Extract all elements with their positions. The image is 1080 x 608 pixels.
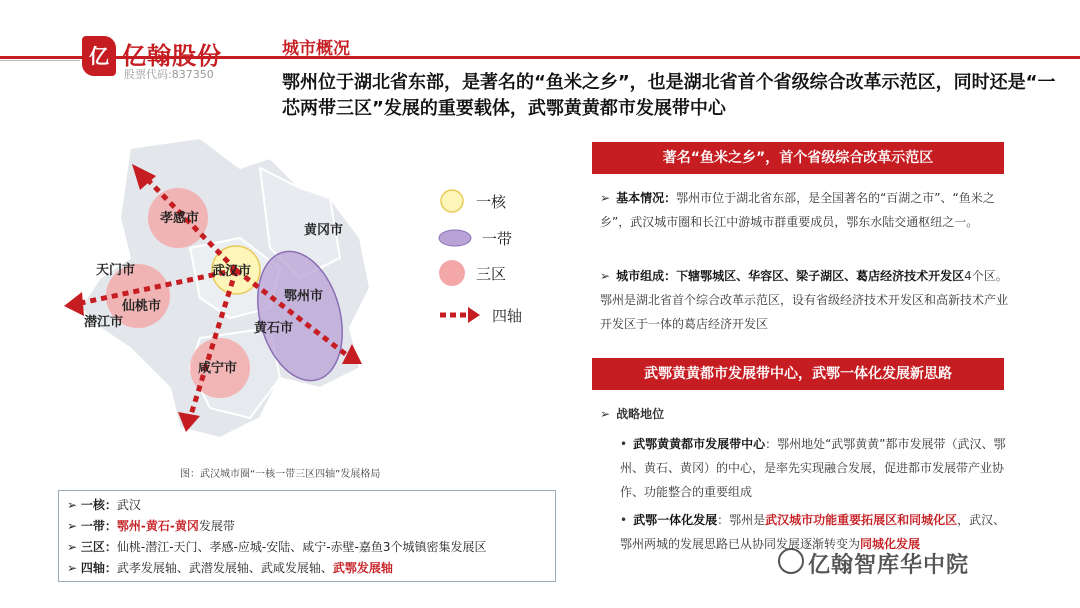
panel1-basic-text: 鄂州市位于湖北省东部，是全国著名的“百湖之市”、“鱼米之乡”，武汉城市圈和长江中游城市群重要成员，鄂东水陆交通枢纽之一。	[600, 191, 995, 229]
legend-zone	[438, 260, 506, 286]
summary-line-zone: ➢ 三区：仙桃-潜江-天门、孝感-应城-安陆、咸宁-赤壁-嘉鱼3个城镇密集发展区	[67, 540, 487, 554]
panel2-bullet-center	[620, 432, 1006, 504]
map-caption: 图：武汉城市圈“一核一带三区四轴”发展格局	[180, 469, 381, 480]
legend-axis	[438, 302, 522, 328]
panel1-comp-text: 4个区。鄂州是湖北省首个综合改革示范区，设有省级经济技术开发区和高新技术产业开发区于一体的葛店经济开发区	[600, 269, 1009, 331]
section-title: 城市概况	[282, 39, 350, 59]
legend-belt-label: 一带	[482, 229, 513, 248]
legend-belt	[438, 225, 512, 251]
panel2-integ-highlight2: 同城化发展	[860, 537, 921, 551]
zone-swatch-icon	[438, 259, 466, 287]
panel2-integ-highlight1: 武汉城市功能重要拓展区和同城化区	[765, 513, 958, 527]
summary-zone-text: 仙桃-潜江-天门、孝感-应城-安陆、咸宁-赤壁-嘉鱼3个城镇密集发展区	[116, 540, 487, 554]
bullet-arrow-icon: ➢	[600, 191, 611, 205]
panel2-integ-label: 武鄂一体化发展	[633, 513, 718, 527]
summary-line-axis: ➢ 四轴：武孝发展轴、武潜发展轴、武咸发展轴、武鄂发展轴	[67, 561, 393, 575]
summary-axis-text: 武孝发展轴、武潜发展轴、武咸发展轴、	[116, 561, 333, 575]
panel2-integ-text1: ：鄂州是	[717, 513, 766, 527]
headline: 鄂州位于湖北省东部，是著名的“鱼米之乡”，也是湖北省首个省级综合改革示范区，同时还是“一芯两带三区”发展的重要载体，武鄂黄黄都市发展带中心	[282, 72, 1056, 119]
panel1-composition	[600, 264, 1010, 336]
wechat-icon	[778, 548, 804, 574]
brand-logo-icon: 亿	[82, 36, 116, 76]
watermark: 亿翰智库华中院	[808, 553, 970, 578]
axis-swatch-icon	[438, 305, 482, 325]
bullet-arrow-icon: ➢	[600, 407, 611, 421]
bullet-dot-icon: •	[620, 513, 628, 527]
label-xianning: 咸宁市	[198, 361, 238, 376]
summary-axis-highlight: 武鄂发展轴	[332, 561, 393, 575]
brand-name: 亿翰股份	[122, 42, 222, 70]
summary-axis-label: 四轴：	[80, 561, 117, 575]
label-wuhan: 武汉市	[212, 264, 252, 279]
panel1-basic-label: 基本情况：	[616, 191, 677, 205]
summary-zone-label: 三区：	[80, 540, 117, 554]
summary-line-core: ➢ 一核：武汉	[67, 498, 141, 512]
legend-core	[438, 188, 506, 214]
panel1-comp-bold: 下辖鄂城区、华容区、梁子湖区、葛店经济技术开发区	[676, 269, 965, 283]
header-grey-line	[0, 60, 80, 61]
panel2-center-text: ：鄂州地处“武鄂黄黄”都市发展带（武汉、鄂州、黄石、黄冈）的中心，是率先实现融合发展，促进都市发展带产业协作、功能整合的重要组成	[620, 437, 1006, 499]
panel2-title-bar: 武鄂黄黄都市发展带中心，武鄂一体化发展新思路	[592, 358, 1004, 390]
map-svg	[60, 128, 400, 458]
label-ezhou: 鄂州市	[284, 289, 324, 304]
label-xiaogan: 孝感市	[160, 211, 200, 226]
axis-arrow-west	[64, 292, 84, 316]
legend-axis-label: 四轴	[492, 306, 523, 325]
panel1-comp-label: 城市组成：	[616, 269, 677, 283]
summary-line-belt: ➢ 一带：鄂州-黄石-黄冈发展带	[67, 519, 235, 533]
summary-core-text: 武汉	[116, 498, 141, 512]
label-huangshi: 黄石市	[254, 321, 294, 336]
summary-belt-label: 一带：	[80, 519, 117, 533]
stock-code: 股票代码:837350	[124, 68, 214, 81]
panel1-basic-info	[600, 186, 1010, 234]
panel2-heading-text: 战略地位	[616, 407, 665, 421]
panel2-heading	[600, 402, 1010, 426]
label-qianjiang: 潜江市	[84, 315, 124, 330]
bullet-arrow-icon: ➢	[600, 269, 611, 283]
city-circle-map	[60, 128, 400, 458]
panel2-integ-text2: ，武汉、鄂州两城的发展思路已从协同发展逐渐转变为	[620, 513, 1006, 551]
summary-box	[58, 490, 556, 582]
core-swatch-icon	[438, 189, 466, 213]
legend-zone-label: 三区	[476, 264, 507, 283]
label-xiantao: 仙桃市	[122, 299, 162, 314]
summary-core-label: 一核：	[80, 498, 117, 512]
label-tianmen: 天门市	[96, 263, 136, 278]
belt-swatch-icon	[438, 226, 472, 250]
legend-core-label: 一核	[476, 192, 507, 211]
bullet-dot-icon: •	[620, 437, 628, 451]
panel2-center-label: 武鄂黄黄都市发展带中心	[633, 437, 766, 451]
label-huanggang: 黄冈市	[304, 223, 344, 238]
panel1-title-bar: 著名“鱼米之乡”，首个省级综合改革示范区	[592, 142, 1004, 174]
summary-belt-text: 发展带	[198, 519, 235, 533]
summary-belt-highlight: 鄂州-黄石-黄冈	[116, 519, 199, 533]
